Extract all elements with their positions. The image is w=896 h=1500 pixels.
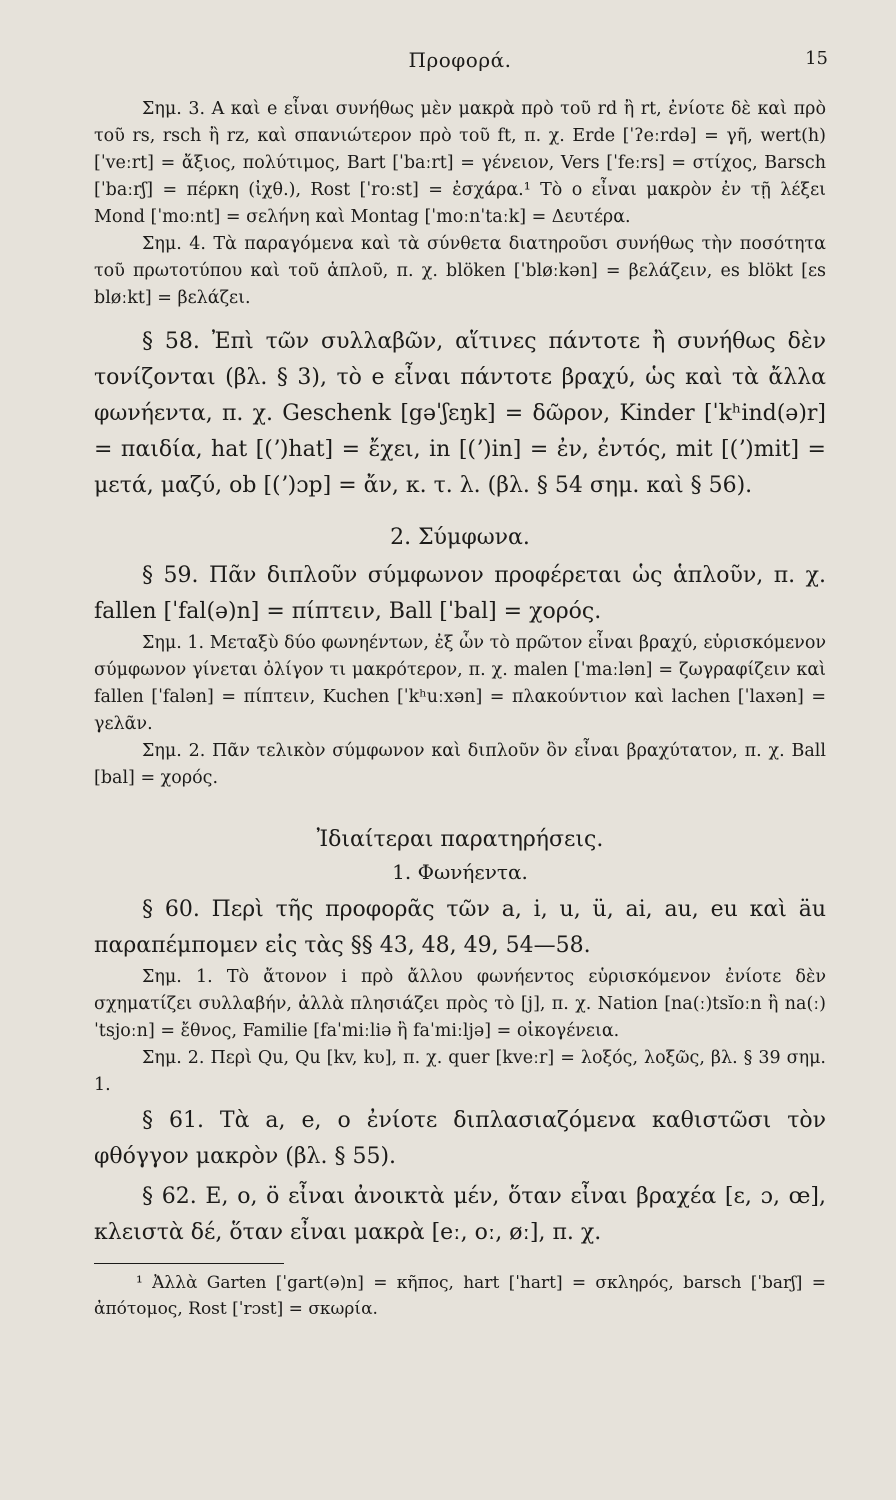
page-header: [94, 40, 826, 96]
note-60-1: Σημ. 1. Τὸ ἄτονον i πρὸ ἄλλου φωνήεντος εὑρισκόμενον ἐνίοτε δὲν σχηματίζει συλλαβήν, ἀλλὰ πλησιάζει πρὸς τὸ [j], π. χ. Nation [na(ː)tsĭoːn ἢ na(ː)ˈtsjoːn] = ἔθνος, Familie [faˈmiːliə ἢ faˈmiːljə] = οἰκογένεια.: [94, 967, 826, 1041]
page-body: [94, 96, 826, 1251]
running-title: Προφορά.: [408, 48, 512, 72]
page-number: 15: [805, 48, 828, 69]
note-60-2: Σημ. 2. Περὶ Qu, Qu [kv, kʋ], π. χ. quer [kveːr] = λοξός, λοξῶς, βλ. § 39 σημ. 1.: [94, 1048, 826, 1095]
section-title-consonants: 2. Σύμφωνα.: [390, 525, 530, 550]
paragraph-61: § 61. Τὰ a, e, o ἐνίοτε διπλασιαζόμενα καθιστῶσι τὸν φθόγγον μακρὸν (βλ. § 55).: [94, 1108, 826, 1169]
paragraph-58: § 58. Ἐπὶ τῶν συλλαβῶν, αἵτινες πάντοτε ἢ συνήθως δὲν τονίζονται (βλ. § 3), τὸ e εἶναι πάντοτε βραχύ, ὡς καὶ τὰ ἄλλα φωνήεντα, π. χ. Geschenk [gəˈʃɛŋk] = δῶρον, Kinder [ˈkʰind(ə)r] = παιδία, hat [(ʼ)hat] = ἔχει, in [(ʼ)in] = ἐν, ἐντός, mit [(ʼ)mit] = μετά, μαζύ, ob [(ʼ)ɔp] = ἄν, κ. τ. λ. (βλ. § 54 σημ. καὶ § 56).: [94, 329, 826, 498]
paragraph-62: § 62. E, o, ö εἶναι ἀνοικτὰ μέν, ὅταν εἶναι βραχέα [ɛ, ɔ, œ], κλειστὰ δέ, ὅταν εἶναι μακρὰ [eː, oː, øː], π. χ.: [94, 1184, 826, 1245]
note-3: Σημ. 3. Α καὶ e εἶναι συνήθως μὲν μακρὰ πρὸ τοῦ rd ἢ rt, ἐνίοτε δὲ καὶ πρὸ τοῦ rs, rsch ἢ rz, καὶ σπανιώτερον πρὸ τοῦ ft, π. χ. Erde [ˈʔeːrdə] = γῆ, wert(h) [ˈveːrt] = ἄξιος, πολύτιμος, Bart [ˈbaːrt] = γένειον, Vers [ˈfeːrs] = στίχος, Barsch [ˈbaːrʃ] = πέρκη (ἰχθ.), Rost [ˈroːst] = ἐσχάρα.¹ Τὸ o εἶναι μακρὸν ἐν τῇ λέξει Mond [ˈmoːnt] = σελήνη καὶ Montag [ˈmoːnˈtaːk] = Δευτέρα.: [94, 99, 826, 227]
note-59-2: Σημ. 2. Πᾶν τελικὸν σύμφωνον καὶ διπλοῦν ὂν εἶναι βραχύτατον, π. χ. Ball [bal] = χορός.: [94, 741, 826, 788]
note-59-1: Σημ. 1. Μεταξὺ δύο φωνηέντων, ἐξ ὧν τὸ πρῶτον εἶναι βραχύ, εὑρισκόμενον σύμφωνον γίνεται ὀλίγον τι μακρότερον, π. χ. malen [ˈmaːlən] = ζωγραφίζειν καὶ fallen [ˈfalən] = πίπτειν, Kuchen [ˈkʰuːxən] = πλακούντιον καὶ lachen [ˈlaxən] = γελᾶν.: [94, 633, 826, 734]
footnote: ¹ Ἀλλὰ Garten [ˈgart(ə)n] = κῆπος, hart [ˈhart] = σκληρός, barsch [ˈbarʃ] = ἀπότομος, Rost [ˈrɔst] = σκωρία.: [94, 1273, 826, 1319]
note-4: Σημ. 4. Τὰ παραγόμενα καὶ τὰ σύνθετα διατηροῦσι συνήθως τὴν ποσότητα τοῦ πρωτοτύπου καὶ τοῦ ἁπλοῦ, π. χ. blöken [ˈbløːkən] = βελάζειν, es blökt [ɛs bløːkt] = βελάζει.: [94, 234, 826, 308]
section-title-special-remarks: Ἰδιαίτεραι παρατηρήσεις.: [316, 827, 604, 852]
footnote-rule: [94, 1263, 284, 1264]
paragraph-59: § 59. Πᾶν διπλοῦν σύμφωνον προφέρεται ὡς ἁπλοῦν, π. χ. fallen [ˈfal(ə)n] = πίπτειν, Ball [ˈbal] = χορός.: [94, 563, 826, 624]
section-title-vowels: 1. Φωνήεντα.: [392, 860, 528, 884]
paragraph-60: § 60. Περὶ τῆς προφορᾶς τῶν a, i, u, ü, ai, au, eu καὶ äu παραπέμπομεν εἰς τὰς §§ 43, 48, 49, 54—58.: [94, 897, 826, 958]
